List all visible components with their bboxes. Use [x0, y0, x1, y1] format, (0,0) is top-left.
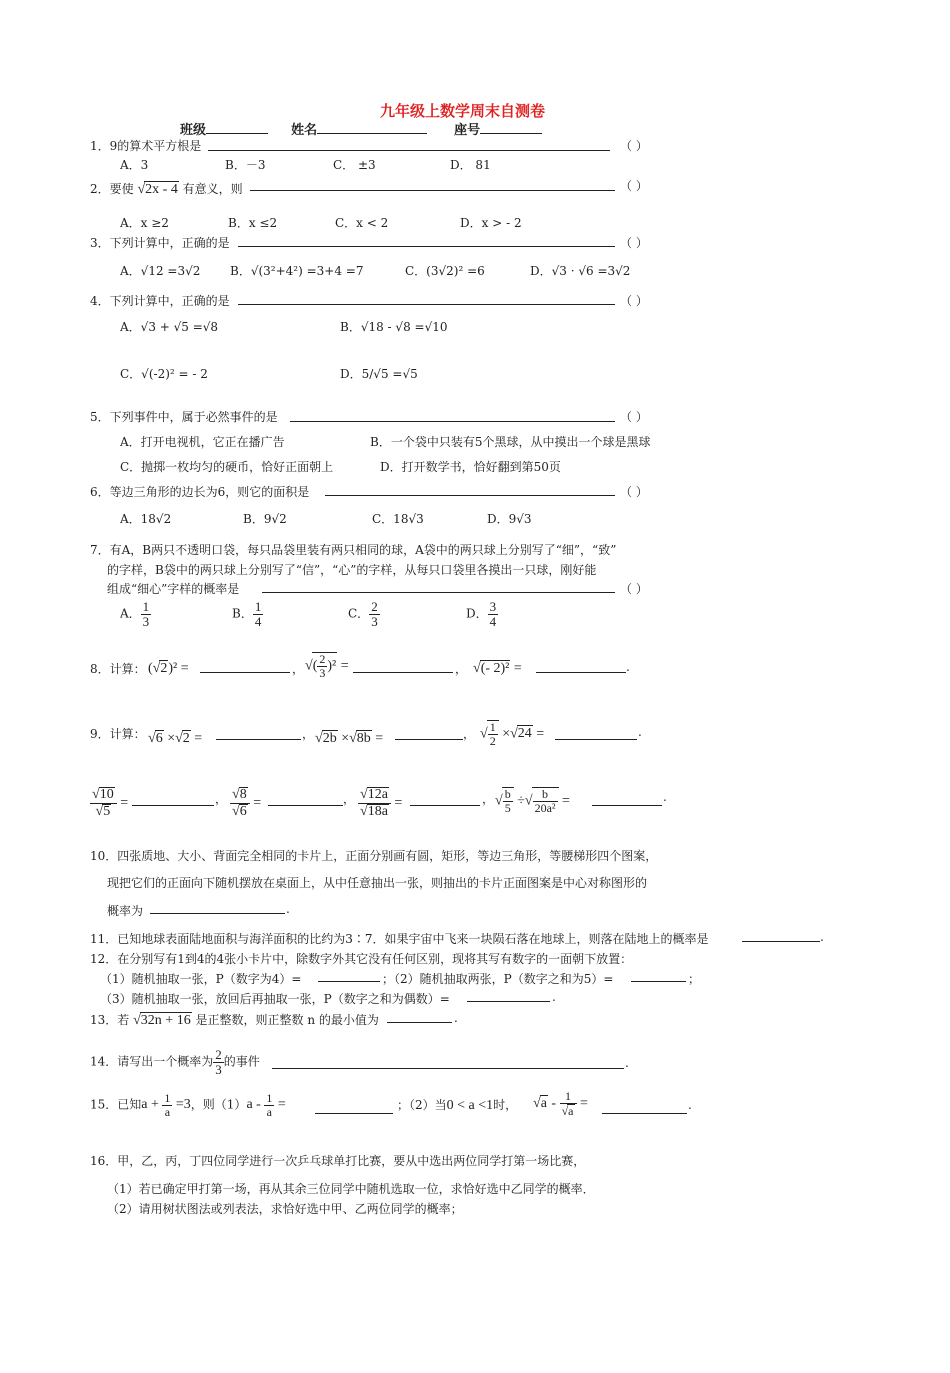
- q10-blank[interactable]: [150, 903, 285, 914]
- q8-expr-1: (√2)² =: [148, 661, 189, 676]
- comma: ，: [292, 662, 305, 676]
- q11-blank[interactable]: [742, 931, 820, 942]
- period: .: [688, 1098, 692, 1112]
- header-fields: [180, 119, 542, 138]
- q7-option-d[interactable]: D． $\frac{3}{4}$: [466, 599, 497, 629]
- question-3-stem: 3．下列计算中，正确的是: [90, 236, 230, 250]
- q12-part1: （1）随机抽取一张，P（数字为4）=: [100, 972, 302, 986]
- question-8-label: 8．计算：: [90, 662, 146, 676]
- semicolon: ；: [688, 972, 701, 986]
- name-label: 姓名: [291, 123, 318, 138]
- answer-paren: （ ）: [620, 582, 648, 596]
- q6-option-d[interactable]: D．9√3: [487, 512, 532, 526]
- q3-option-d[interactable]: D．√3 · √6 =3√2: [530, 264, 631, 278]
- q9-blank-6[interactable]: [410, 795, 480, 806]
- q9-expr-6: $\frac{√12a}{√18a}$ =: [360, 787, 403, 819]
- answer-line: [238, 304, 615, 305]
- comma: ，: [482, 792, 495, 806]
- q3-option-a[interactable]: A．√12 =3√2: [120, 264, 201, 278]
- q15-expr-2: √a - $\frac{1}{√a}$ =: [533, 1089, 588, 1118]
- period: .: [663, 790, 667, 804]
- q12-blank-1[interactable]: [318, 971, 380, 982]
- answer-line: [250, 190, 615, 191]
- q12-part3: （3）随机抽取一张，放回后再抽取一张，P（数字之和为偶数）=: [100, 992, 450, 1006]
- seat-label: 座号: [454, 123, 481, 138]
- q13-pre: 13．若: [90, 1013, 130, 1027]
- q2-stem-post: 有意义，则: [182, 182, 243, 196]
- q15-blank-1[interactable]: [315, 1103, 393, 1114]
- class-label: 班级: [180, 123, 207, 138]
- answer-paren: （ ）: [620, 139, 648, 153]
- q5-option-b[interactable]: B．一个袋中只装有5个黑球，从中摸出一个球是黑球: [370, 435, 651, 449]
- page-title: 九年级上数学周末自测卷: [380, 102, 546, 120]
- q5-option-a[interactable]: A．打开电视机，它正在播广告: [120, 435, 285, 449]
- answer-line: [325, 495, 615, 496]
- seat-field[interactable]: [480, 121, 542, 134]
- question-7-line1: 7．有A，B两只不透明口袋，每只品袋里装有两只相同的球，A袋中的两只球上分别写了“细”，“致”: [90, 543, 617, 557]
- q9-expr-4: $\frac{√10}{√5}$ =: [92, 787, 129, 819]
- answer-line: [262, 592, 615, 593]
- q9-expr-3: √ $\frac{1}{2}$ ×√24 =: [480, 720, 545, 748]
- answer-line: [238, 246, 615, 247]
- q8-blank-3[interactable]: [536, 662, 626, 673]
- q4-option-a[interactable]: A．√3 + √5 =√8: [120, 320, 219, 334]
- q15-mid1: ，则（1）: [190, 1097, 247, 1112]
- question-5-stem: 5．下列事件中，属于必然事件的是: [90, 410, 278, 424]
- q14-post: 的事件: [223, 1054, 260, 1069]
- comma: ，: [302, 727, 315, 741]
- answer-paren: （ ）: [620, 236, 648, 250]
- comma: ，: [343, 792, 356, 806]
- q1-option-b[interactable]: B．－3: [225, 158, 266, 172]
- q12-blank-2[interactable]: [631, 971, 686, 982]
- answer-line: [290, 421, 615, 422]
- q15-pre: 15．已知: [90, 1097, 142, 1112]
- q6-option-a[interactable]: A．18√2: [120, 512, 172, 526]
- answer-paren: （ ）: [620, 179, 648, 193]
- q13-radicand: 32n + 16: [140, 1013, 191, 1028]
- q2-option-b[interactable]: B．x ≤2: [228, 216, 278, 230]
- q8-blank-2[interactable]: [353, 662, 453, 673]
- q7-option-c[interactable]: C． $\frac{2}{3}$: [348, 599, 378, 629]
- q9-expr-7: √ $\frac{b}{5}$ ÷√ $\frac{b}{\text{20a²}}$ =: [495, 787, 570, 815]
- answer-paren: （ ）: [620, 485, 648, 499]
- q15-blank-2[interactable]: [602, 1103, 687, 1114]
- q1-option-a[interactable]: A．3: [120, 158, 149, 172]
- answer-paren: （ ）: [620, 410, 648, 424]
- q12-blank-3[interactable]: [467, 991, 550, 1002]
- comma: ，: [463, 727, 476, 741]
- question-15: [90, 1092, 286, 1118]
- q5-option-d[interactable]: D．打开数学书，恰好翻到第50页: [380, 460, 561, 474]
- q7-option-b[interactable]: B． $\frac{1}{4}$: [232, 599, 262, 629]
- question-13: 13．若 √32n + 16 是正整数，则正整数 n 的最小值为: [90, 1013, 379, 1028]
- q2-option-c[interactable]: C．x < 2: [335, 216, 389, 230]
- q3-option-b[interactable]: B．√(3²+4²) =3+4 =7: [230, 264, 364, 278]
- q9-blank-7[interactable]: [592, 795, 662, 806]
- question-14: 14．请写出一个概率为 $\frac{2}{3}$ 的事件: [90, 1047, 260, 1077]
- q6-option-b[interactable]: B．9√2: [243, 512, 287, 526]
- q15-mid2: ；（2）当0 < a <1时，: [397, 1098, 518, 1113]
- question-10-line2: 现把它们的正面向下随机摆放在桌面上，从中任意抽出一张，则抽出的卡片正面图案是中心对称图形的: [107, 876, 648, 890]
- q1-option-c[interactable]: C． ±3: [333, 158, 376, 172]
- q14-pre: 14．请写出一个概率为: [90, 1054, 214, 1069]
- q9-expr-2: √2b ×√8b =: [315, 731, 384, 746]
- q13-post: 是正整数，则正整数 n 的最小值为: [195, 1013, 379, 1027]
- answer-paren: （ ）: [620, 294, 648, 308]
- class-field[interactable]: [206, 121, 268, 134]
- q15-cond-expr: a + $\frac{1}{a}$ =3: [141, 1091, 191, 1119]
- question-11-text: 11．已知地球表面陆地面积与海洋面积的比约为3∶7．如果宇宙中飞来一块陨石落在地球上，则落在陆地上的概率是: [90, 932, 709, 946]
- q9-expr-1: √6 ×√2 =: [148, 731, 203, 746]
- q8-expr-2: √( $\frac{2}{3}$ )² =: [305, 652, 349, 680]
- comma: ，: [215, 792, 228, 806]
- question-7-line3: 组成“细心”字样的概率是: [107, 582, 240, 596]
- q15-expr-1: a - $\frac{1}{a}$ =: [246, 1091, 286, 1119]
- q9-blank-2[interactable]: [395, 729, 463, 740]
- q8-blank-1[interactable]: [200, 662, 290, 673]
- period: .: [820, 930, 824, 944]
- question-10-line1: 10．四张质地、大小、背面完全相同的卡片上，正面分别画有圆，矩形，等边三角形，等腰梯形四个图案，: [90, 849, 658, 863]
- period: .: [286, 902, 290, 916]
- question-16-line1: 16．甲，乙，丙，丁四位同学进行一次乒乓球单打比赛，要从中选出两位同学打第一场比赛，: [90, 1154, 586, 1168]
- q16-part2: （2）请用树状图法或列表法，求恰好选中甲、乙两位同学的概率；: [107, 1202, 463, 1216]
- question-4-stem: 4．下列计算中，正确的是: [90, 294, 230, 308]
- question-1-stem: 1．9的算术平方根是: [90, 139, 202, 153]
- period: .: [625, 1056, 629, 1070]
- name-field[interactable]: [317, 121, 427, 134]
- q6-option-c[interactable]: C．18√3: [372, 512, 424, 526]
- period: .: [626, 660, 630, 674]
- q12-part2: ；（2）随机抽取两张，P（数字之和为5）=: [382, 972, 614, 986]
- period: .: [638, 725, 642, 739]
- q9-expr-5: $\frac{√8}{√6}$ =: [232, 787, 262, 819]
- question-9-label: 9．计算：: [90, 727, 146, 741]
- q1-option-d[interactable]: D． 81: [450, 158, 491, 172]
- period: .: [454, 1011, 458, 1025]
- q13-blank[interactable]: [387, 1012, 452, 1023]
- q2-option-a[interactable]: A．x ≥2: [120, 216, 169, 230]
- question-10-line3: 概率为: [107, 904, 144, 918]
- q2-stem-pre: 2．要使: [90, 182, 134, 196]
- q8-expr-3: √(- 2)² =: [473, 661, 522, 676]
- q9-blank-5[interactable]: [268, 795, 343, 806]
- q9-blank-1[interactable]: [216, 729, 301, 740]
- q16-part1: （1）若已确定甲打第一场，再从其余三位同学中随机选取一位，求恰好选中乙同学的概率．: [107, 1182, 595, 1196]
- q2-option-d[interactable]: D．x > - 2: [460, 216, 522, 230]
- comma: ，: [455, 662, 468, 676]
- question-6-stem: 6．等边三角形的边长为6，则它的面积是: [90, 485, 310, 499]
- q4-option-d[interactable]: D．5/√5 =√5: [340, 367, 418, 381]
- question-2-stem: 2．要使 √2x - 4 有意义，则: [90, 182, 243, 197]
- q2-radicand: 2x - 4: [145, 182, 178, 197]
- question-7-line2: 的字样，B袋中的两只球上分别写了“信”，“心”的字样，从每只口袋里各摸出一只球，刚好能: [107, 563, 597, 577]
- q4-option-b[interactable]: B．√18 - √8 =√10: [340, 320, 448, 334]
- answer-line: [208, 150, 610, 151]
- q9-blank-4[interactable]: [132, 795, 214, 806]
- q14-blank[interactable]: [272, 1058, 624, 1069]
- q3-option-c[interactable]: C．(3√2)² =6: [405, 264, 485, 278]
- q9-blank-3[interactable]: [555, 729, 637, 740]
- question-12-line1: 12．在分别写有1到4的4张小卡片中，除数字外其它没有任何区别，现将其写有数字的一面朝下放置：: [90, 952, 633, 966]
- period: .: [552, 990, 556, 1004]
- q4-option-c[interactable]: C．√(-2)² = - 2: [120, 367, 208, 381]
- q5-option-c[interactable]: C．抛掷一枚均匀的硬币，恰好正面朝上: [120, 460, 334, 474]
- q7-option-a[interactable]: A． $\frac{1}{3}$: [120, 599, 150, 629]
